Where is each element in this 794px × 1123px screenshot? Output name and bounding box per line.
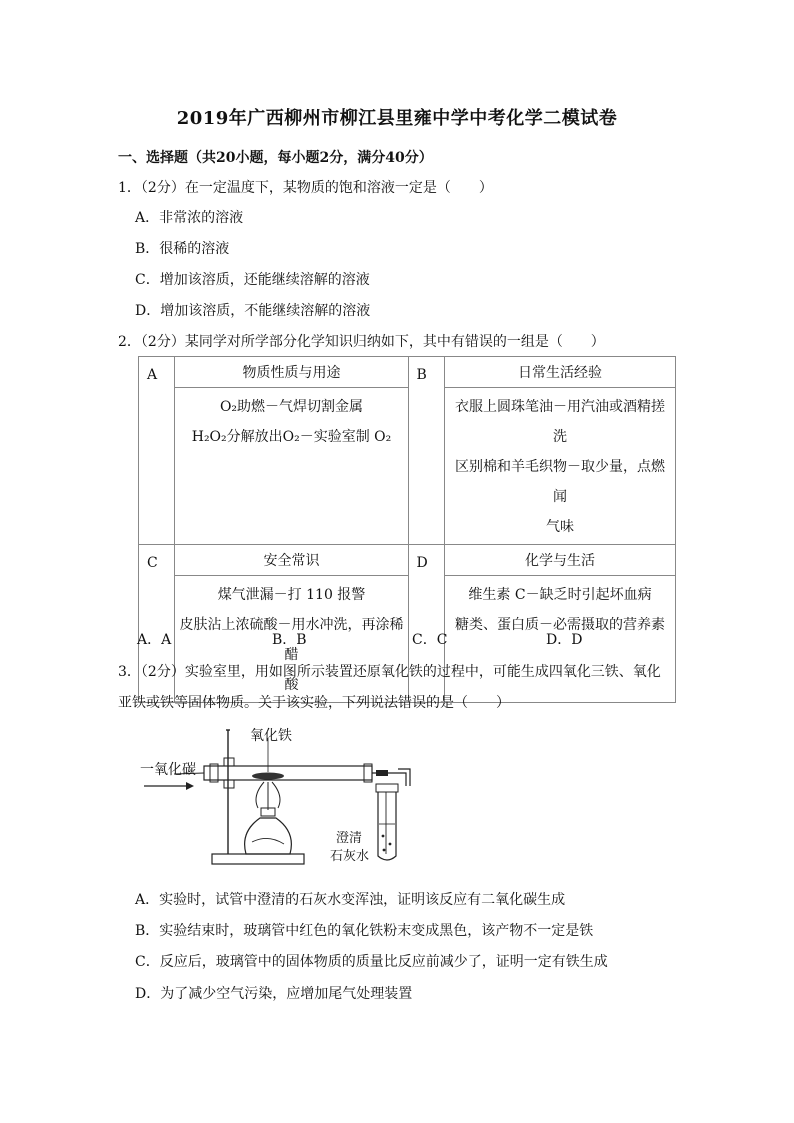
table-b-line-1: 衣服上圆珠笔油－用汽油或酒精搓洗 [455,399,666,445]
question-3-option-a[interactable]: A．实验时，试管中澄清的石灰水变浑浊，证明该反应有二氧化碳生成 [135,892,566,908]
table-a-line-2: H₂O₂分解放出O₂－实验室制 O₂ [191,429,392,445]
question-2-option-d[interactable]: D．D [546,632,583,648]
table-header-c: 安全常识 [175,545,408,576]
question-2-option-b[interactable]: B．B [272,632,307,648]
knowledge-table [138,356,676,703]
label-carbon-monoxide: 一氧化碳 [140,762,196,778]
question-1-option-b[interactable]: B．很稀的溶液 [135,241,230,257]
question-3-option-d[interactable]: D．为了减少空气污染，应增加尾气处理装置 [135,986,413,1002]
table-c-line-1: 煤气泄漏－打 110 报警 [217,587,366,603]
question-3-option-c[interactable]: C．反应后，玻璃管中的固体物质的质量比反应前减少了，证明一定有铁生成 [135,954,608,970]
table-a-line-1: O₂助燃－气焊切割金属 [219,399,364,415]
table-content-a [175,388,408,545]
section-heading: 一、选择题（共20小题，每小题2分，满分40分） [118,150,433,166]
table-b-line-3: 气味 [546,519,575,535]
question-2-option-a[interactable]: A．A [137,632,172,648]
question-3-option-b[interactable]: B．实验结束时，玻璃管中红色的氧化铁粉末变成黑色，该产物不一定是铁 [135,923,594,939]
question-3-stem-line-2: 亚铁或铁等固体物质。关于该实验，下列说法错误的是（ ） [118,695,510,711]
table-label-c: C [139,545,175,703]
table-c-line-3: 酸 [284,677,299,693]
table-label-d: D [408,545,444,703]
table-b-line-2: 区别棉和羊毛织物－取少量，点燃闻 [455,459,666,505]
question-1-option-a[interactable]: A．非常浓的溶液 [135,210,244,226]
question-1-option-c[interactable]: C．增加该溶质，还能继续溶解的溶液 [135,272,370,288]
table-c-line-2: 皮肤沾上浓硫酸－用水冲洗，再涂稀醋 [179,617,404,663]
table-header-a: 物质性质与用途 [175,357,408,388]
table-header-b: 日常生活经验 [445,357,676,388]
table-content-b [445,388,676,545]
table-header-d: 化学与生活 [445,545,676,576]
table-d-line-1: 维生素 C－缺乏时引起坏血病 [468,587,652,603]
label-iron-oxide: 氧化铁 [250,728,292,744]
table-label-b: B [408,357,444,545]
question-1-option-d[interactable]: D．增加该溶质，不能继续溶解的溶液 [135,303,371,319]
page-title: 2019年广西柳州市柳江县里雍中学中考化学二模试卷 [176,108,618,129]
question-2-option-c[interactable]: C．C [412,632,448,648]
question-2-stem: 2．（2分）某同学对所学部分化学知识归纳如下，其中有错误的一组是（ ） [118,334,605,350]
question-3-stem-line-1: 3．（2分）实验室里，用如图所示装置还原氧化铁的过程中，可能生成四氧化三铁、氧化 [118,664,661,680]
table-label-a: A [139,357,175,545]
table-d-line-2: 糖类、蛋白质－必需摄取的营养素 [455,617,666,633]
label-limewater-line-2: 石灰水 [330,849,370,864]
label-limewater-line-1: 澄清 [336,831,363,846]
question-1-stem: 1．（2分）在一定温度下，某物质的饱和溶液一定是（ ） [118,180,493,196]
apparatus-diagram [140,726,430,868]
